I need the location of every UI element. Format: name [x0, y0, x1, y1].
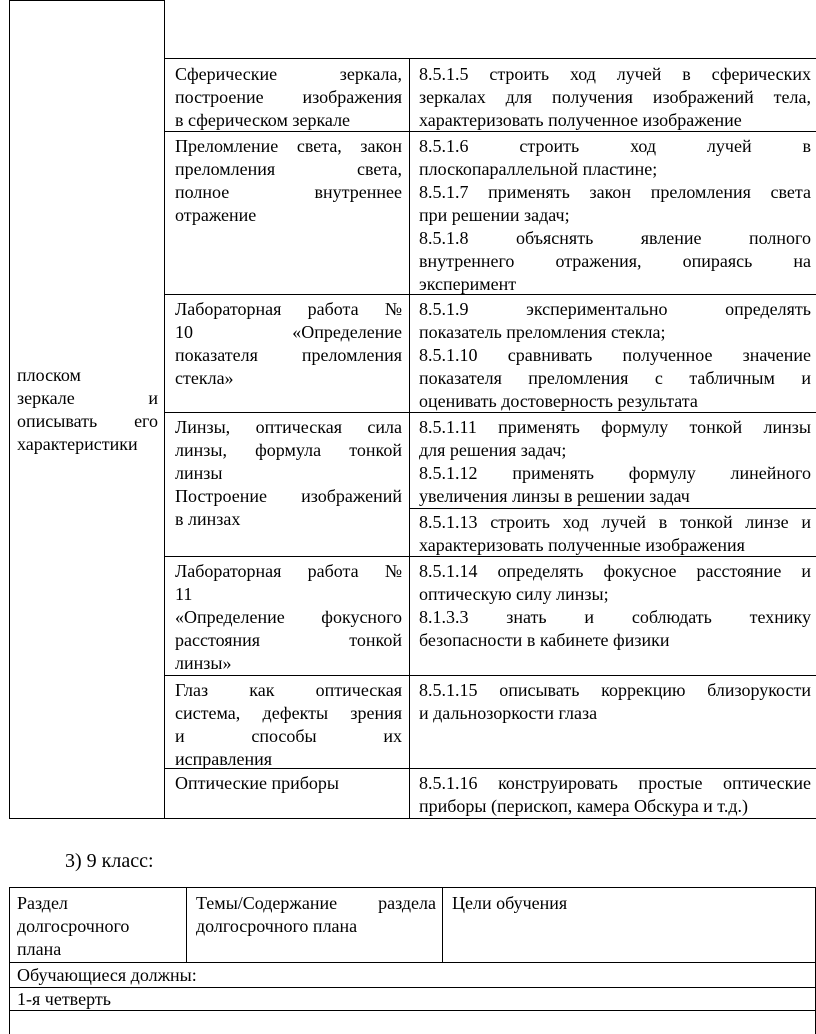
table-border — [186, 887, 187, 962]
cell-line: эксперимент — [419, 274, 517, 294]
table-border — [9, 0, 10, 818]
table-border — [9, 887, 816, 888]
cell-line: линзы — [175, 463, 223, 483]
cell-line: показатель преломления стекла; — [419, 322, 666, 342]
header-topics — [196, 892, 436, 938]
topic-cell — [175, 679, 402, 771]
cell-line: оценивать достоверность результата — [419, 391, 698, 411]
cell-line: плоском — [17, 365, 81, 385]
table-border — [9, 987, 816, 988]
cell-line: отражение — [175, 205, 257, 225]
topic-cell — [175, 416, 402, 531]
cell-line: линзы, формула тонкой — [175, 440, 402, 460]
goal-cell — [419, 560, 811, 652]
table-border — [164, 58, 816, 59]
cell-line: исправления — [175, 749, 273, 769]
cell-line: Преломление света, закон — [175, 136, 402, 156]
cell-line: приборы (перископ, камера Обскура и т.д.) — [419, 796, 748, 816]
cell-line: 8.5.1.5 строить ход лучей в сферических — [419, 64, 811, 84]
cell-line: 8.5.1.8 объяснять явление полного — [419, 228, 811, 248]
cell-line: 8.5.1.12 применять формулу линейного — [419, 463, 811, 483]
table-border — [9, 887, 10, 1034]
cell-line: 8.5.1.15 описывать коррекцию близорукости — [419, 680, 811, 700]
cell-line: зеркалах для получения изображений тела, — [419, 87, 811, 107]
cell-line: Построение изображений — [175, 486, 402, 506]
cell-line: в сферическом зеркале — [175, 110, 351, 130]
cell-line: линзы» — [175, 653, 232, 673]
cell-line: 8.5.1.16 конструировать простые оптические — [419, 773, 811, 793]
table-border — [409, 508, 816, 509]
table-border — [164, 0, 165, 818]
cell-line: стекла» — [175, 368, 234, 388]
cell-line: «Определение фокусного — [175, 607, 402, 627]
cell-line: расстояния тонкой — [175, 630, 402, 650]
section-cell — [17, 364, 158, 456]
cell-line: 8.5.1.13 строить ход лучей в тонкой линзе и — [419, 512, 811, 532]
cell-line: показателя преломления — [175, 345, 402, 365]
cell-line: и дальнозоркости глаза — [419, 703, 598, 723]
topic-cell — [175, 560, 402, 675]
goal-cell — [419, 772, 811, 818]
cell-line: показателя преломления с табличным и — [419, 368, 811, 388]
cell-line: характеристики — [17, 434, 138, 454]
cell-line: 8.5.1.7 применять закон преломления света — [419, 182, 811, 202]
cell-line: внутреннего отражения, опираясь на — [419, 251, 811, 271]
table-border — [9, 0, 165, 1]
topic-cell — [175, 63, 402, 132]
quarter-row: 1-я четверть — [17, 989, 111, 1009]
header-goals — [452, 892, 567, 915]
goal-cell — [419, 416, 811, 508]
cell-line: Лабораторная работа № — [175, 561, 402, 581]
table-border — [442, 887, 443, 962]
cell-line: 8.5.1.11 применять формулу тонкой линзы — [419, 417, 811, 437]
cell-line: при решении задач; — [419, 205, 570, 225]
cell-line: и способы их — [175, 726, 402, 746]
cell-line: 11 — [175, 584, 193, 604]
cell-line: 8.1.3.3 знать и соблюдать технику — [419, 607, 811, 627]
cell-line: в линзах — [175, 509, 241, 529]
goal-cell — [419, 63, 811, 132]
cell-line: Линзы, оптическая сила — [175, 417, 402, 437]
cell-line: 10 «Определение — [175, 322, 402, 342]
table-border — [164, 675, 816, 676]
header-line: Цели обучения — [452, 893, 568, 913]
cell-line: безопасности в кабинете физики — [419, 630, 670, 650]
header-line: долгосрочного плана — [196, 916, 358, 936]
topic-cell — [175, 298, 402, 390]
header-line: Темы/Содержание раздела — [196, 893, 436, 913]
table-border — [409, 58, 410, 818]
table-border — [9, 1010, 816, 1011]
cell-line: преломления света, — [175, 159, 402, 179]
topic-cell — [175, 135, 402, 227]
header-line: долгосрочного — [17, 916, 130, 936]
cell-line: Оптические приборы — [175, 773, 339, 793]
cell-line: 8.5.1.10 сравнивать полученное значение — [419, 345, 811, 365]
section-heading: 3) 9 класс: — [65, 850, 154, 872]
goal-cell — [419, 511, 811, 557]
cell-line: Лабораторная работа № — [175, 299, 402, 319]
cell-line: характеризовать полученные изображения — [419, 535, 745, 555]
goal-cell — [419, 679, 811, 725]
cell-line: Сферические зеркала, — [175, 64, 402, 84]
cell-line: Глаз как оптическая — [175, 680, 402, 700]
cell-line: 8.5.1.9 экспериментально определять — [419, 299, 811, 319]
cell-line: полное внутреннее — [175, 182, 402, 202]
cell-line: 8.5.1.6 строить ход лучей в — [419, 136, 811, 156]
cell-line: оптическую силу линзы; — [419, 584, 609, 604]
cell-line: для решения задач; — [419, 440, 567, 460]
table-border — [9, 962, 816, 963]
cell-line: 8.5.1.14 определять фокусное расстояние и — [419, 561, 811, 581]
cell-line: зеркале и — [17, 388, 158, 408]
cell-line: построение изображения — [175, 87, 402, 107]
cell-line: система, дефекты зрения — [175, 703, 402, 723]
topic-cell — [175, 772, 402, 795]
cell-line: характеризовать полученное изображение — [419, 110, 742, 130]
header-line: Раздел — [17, 893, 68, 913]
cell-line: плоскопараллельной пластине; — [419, 159, 658, 179]
header-line: плана — [17, 939, 62, 959]
goal-cell — [419, 135, 811, 296]
goal-cell — [419, 298, 811, 413]
header-section — [17, 892, 182, 961]
cell-line: увеличения линзы в решении задач — [419, 486, 690, 506]
table-border — [9, 818, 816, 819]
students-row: Обучающиеся должны: — [17, 965, 197, 985]
cell-line: описывать его — [17, 411, 158, 431]
